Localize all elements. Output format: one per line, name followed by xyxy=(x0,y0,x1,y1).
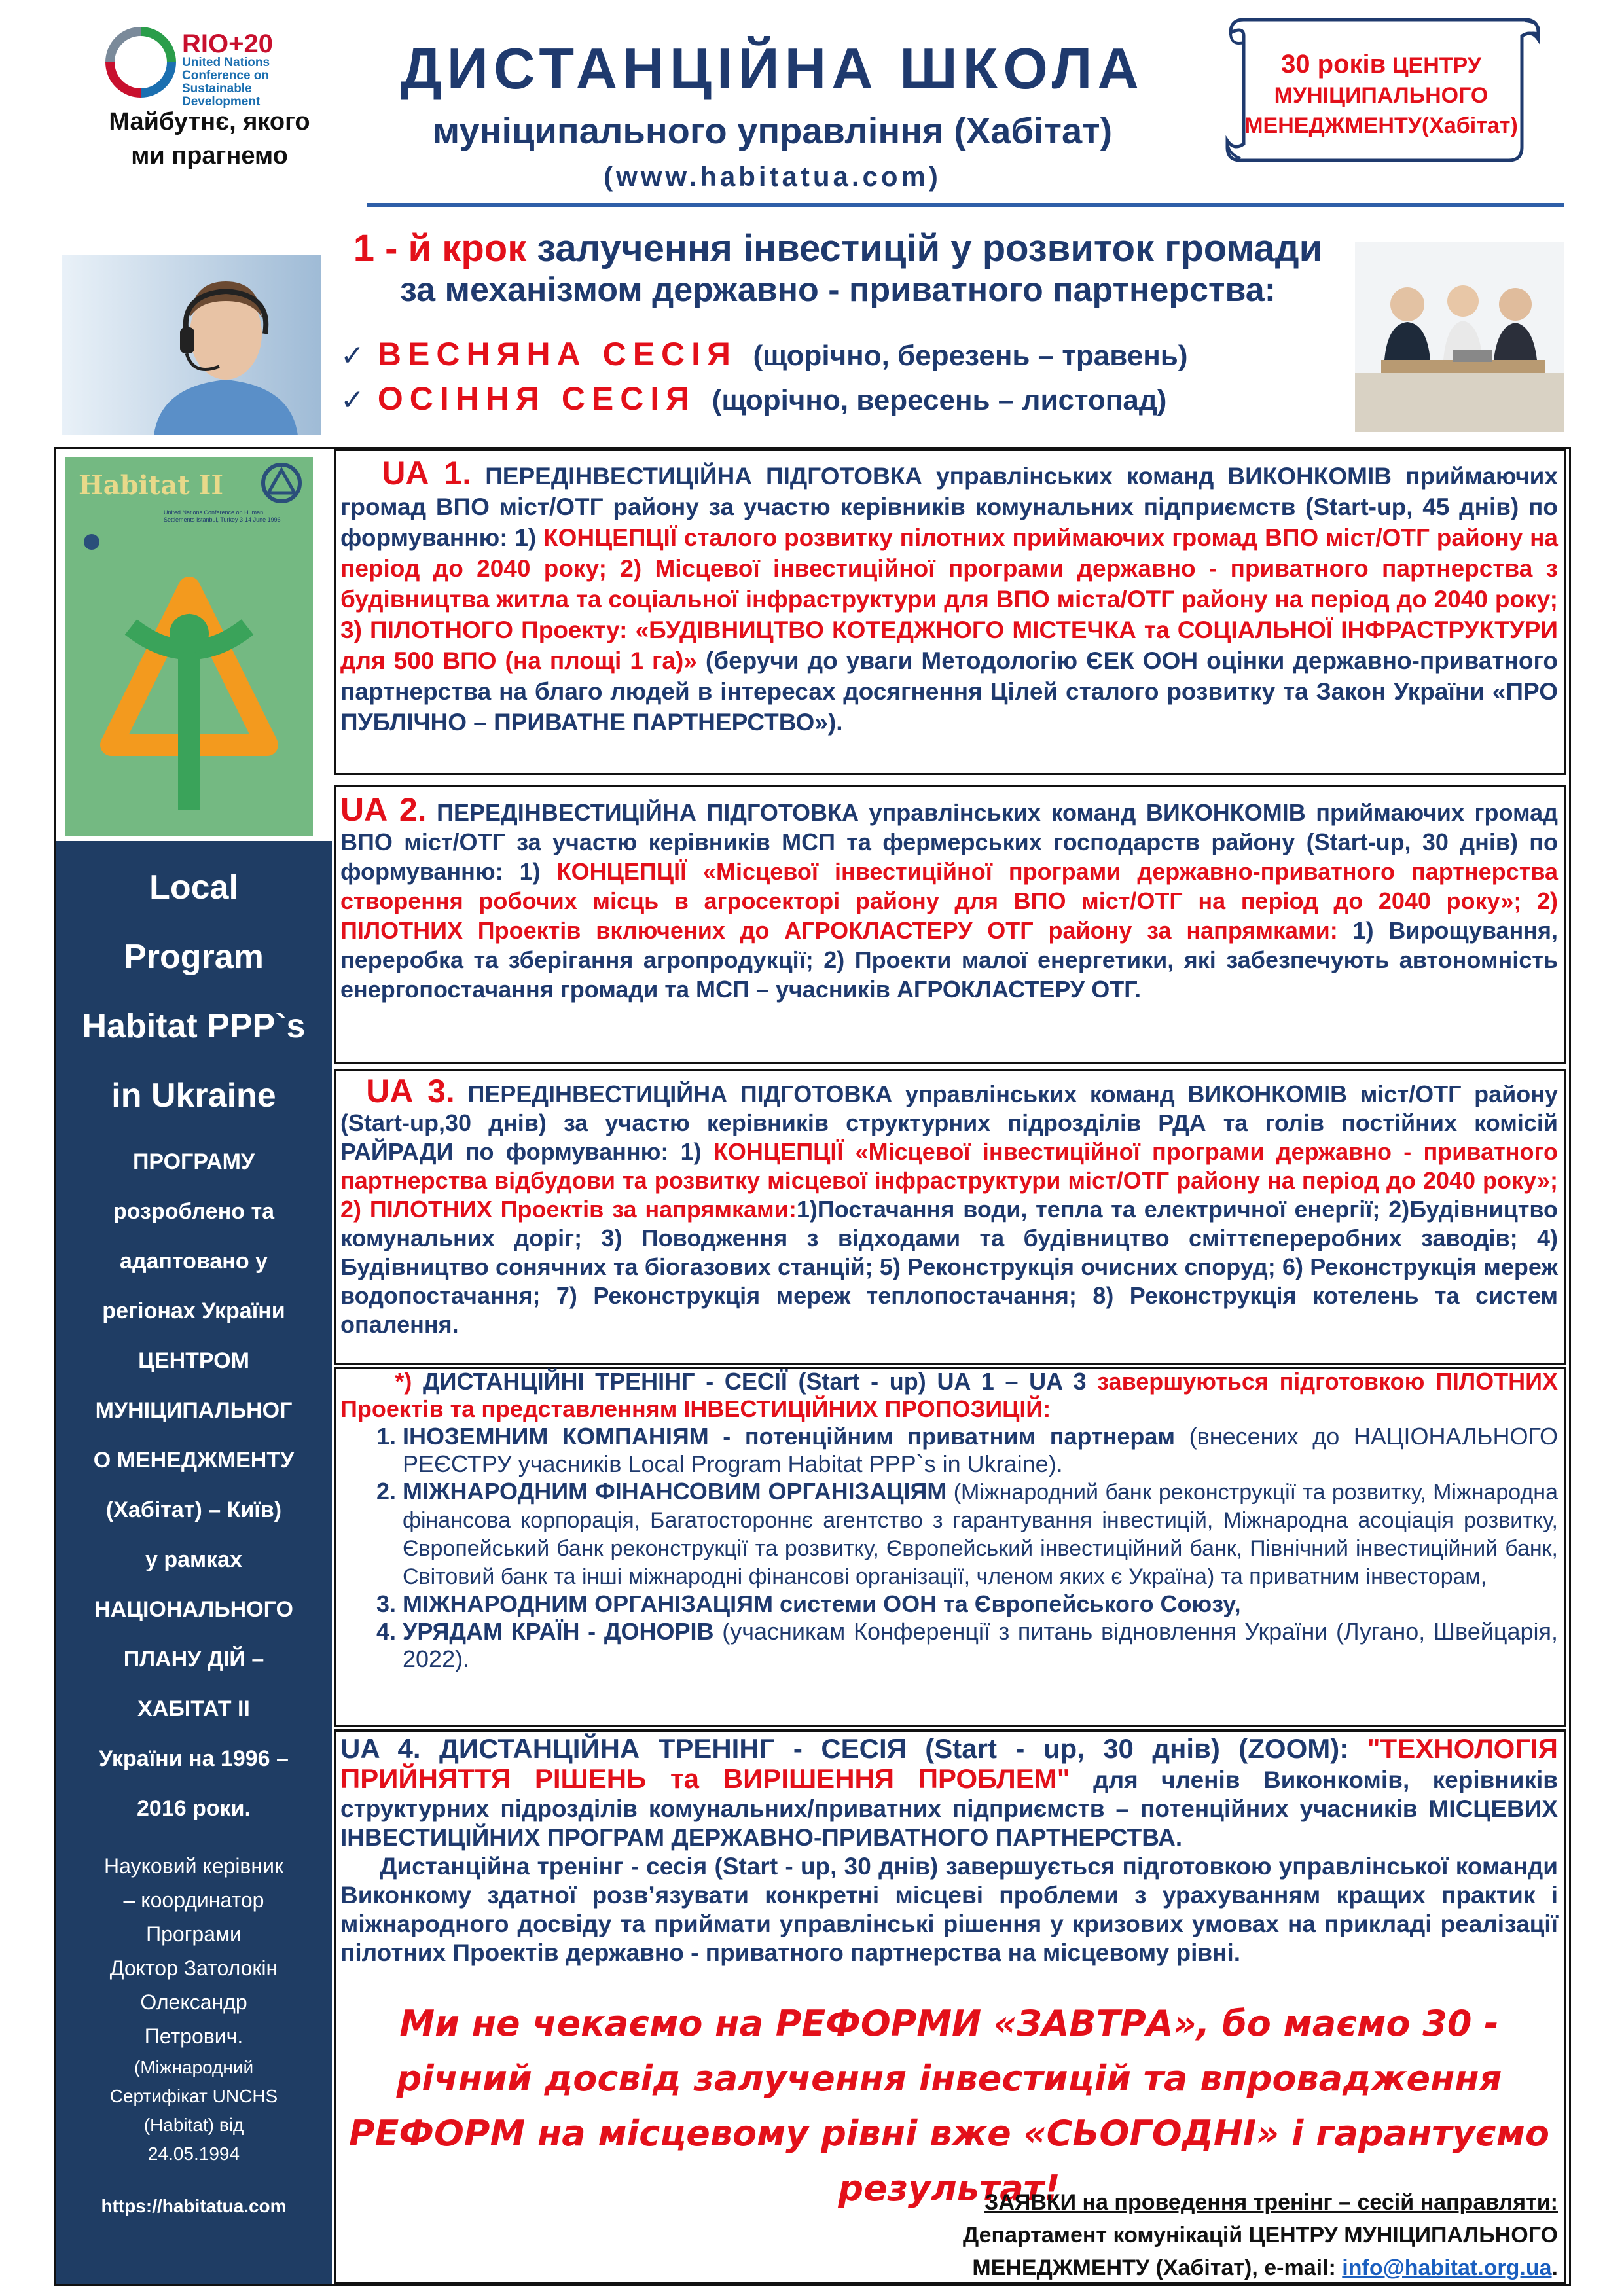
cover-caption: United Nations Conference on Human Settlements Istanbul, Turkey 3-14 June 1996 xyxy=(164,509,281,523)
application-heading: ЗАЯВКИ на проведення тренінг – сесій направляти: xyxy=(984,2190,1558,2215)
rio20-label: RIO+20 xyxy=(182,29,273,58)
recipient-name: МІЖНАРОДНИМ ФІНАНСОВИМ ОРГАНІЗАЦІЯМ xyxy=(403,1478,947,1505)
step-heading-rest: залучення інвестицій у розвиток громади xyxy=(526,227,1323,270)
rio20-wordmark xyxy=(182,31,339,109)
ua3-part-b: КОНЦЕПЦІЇ «Місцевої інвестиційної програми державно - приватного партнерства відбудови та розвитку місцевої інфраструктури міст/ОТГ району на період до 2040 року»; 2) ПІЛОТНИХ Проектів за напрямками: xyxy=(340,1138,1558,1223)
spring-session-name: ВЕСНЯНА СЕСІЯ xyxy=(377,336,737,372)
ua3-heading: UA 3. xyxy=(366,1073,455,1109)
list-item xyxy=(403,1618,1558,1673)
sidebar-line: О МЕНЕДЖМЕНТУ xyxy=(93,1448,295,1473)
recipient-name: МІЖНАРОДНИМ ОРГАНІЗАЦІЯМ системи ООН та Європейського Союзу, xyxy=(403,1590,1241,1617)
header-divider xyxy=(367,203,1564,207)
ua1-part-b: КОНЦЕПЦІЇ сталого розвитку пілотних приймаючих громад ВПО міст/ОТГ району на період до 2040 року; 2) Місцевої інвестиційної програми державно - приватного партнерства з будівництва житла та соціальної інфраструктури для ВПО міста/ОТГ району на період до 2040 року; 3) ПІЛОТНОГО Проекту: «БУДІВНИЦТВО КОТЕДЖНОГО МІСТЕЧКА та СОЦІАЛЬНОЇ ІНФРАСТРУКТУРИ для 500 ВПО (на площі 1 га)» xyxy=(340,524,1558,674)
recipient-detail: (учасникам Конференції з питань відновлення України (Лугано, Швейцарія, 2022). xyxy=(403,1618,1559,1672)
ua1-part-a: ПЕРЕДІНВЕСТИЦІЙНА ПІДГОТОВКА управлінських команд ВИКОНКОМІВ приймаючих громад ВПО міст/ОТГ району за участю керівників комунальних підприємств (Start-up, 45 днів) по формуванню: 1) xyxy=(340,463,1558,551)
banner-center: ЦЕНТРУ xyxy=(1386,53,1481,78)
sidebar-line: ПЛАНУ ДІЙ – xyxy=(123,1647,264,1672)
recipients-list xyxy=(340,1423,1558,1673)
sidebar-line: МУНІЦИПАЛЬНОГ xyxy=(95,1398,293,1423)
sidebar-url-link[interactable]: https://habitatua.com xyxy=(101,2196,287,2216)
sidebar-heading-line: Habitat PPP`s xyxy=(82,1007,306,1045)
sidebar-line: НАЦІОНАЛЬНОГО xyxy=(94,1597,293,1622)
recipient-detail: (Міжнародний банк реконструкції та розвитку, Міжнародна фінансова корпорація, Багатостороннє агентство з гарантування інвестицій, Міжнародна асоціація розвитку, Європейський банк реконструкції та розвитку, Європейський інвестиційний банк, Північний інвестиційний банк, Світовий банк та інші міжнародні фінансові організації, членом яких є Україна) та приватним інвесторам, xyxy=(403,1480,1558,1589)
sidebar-line: розроблено та xyxy=(113,1199,275,1224)
operator-photo xyxy=(62,255,321,435)
ua4-text xyxy=(340,1734,1558,1967)
ua1-part-c: (беручи до уваги Методологію ЄЕК ООН оцінки державно-приватного партнерства на благо людей в інтересах досягнення Цілей сталого розвитку та Закон України «ПРО ПУБЛІЧНО – ПРИВАТНЕ ПАРТНЕРСТВО»). xyxy=(340,647,1558,736)
ua2-heading: UA 2. xyxy=(340,791,427,828)
application-line xyxy=(655,2251,1558,2284)
banner-line: МЕНЕДЖМЕНТУ(Хабітат) xyxy=(1244,113,1518,138)
autumn-session-name: ОСІННЯ СЕСІЯ xyxy=(377,380,696,417)
sidebar-heading-line: in Ukraine xyxy=(111,1077,276,1115)
sidebar-author-line: (Міжнародний xyxy=(134,2057,254,2077)
checkmark-icon: ✓ xyxy=(340,340,365,372)
sidebar-line: ПРОГРАМУ xyxy=(132,1149,255,1174)
sidebar-line: ХАБІТАТ ІІ xyxy=(137,1696,250,1721)
sidebar-line: (Хабітат) – Київ) xyxy=(105,1498,282,1522)
logo-line: Development xyxy=(182,95,261,109)
ua2-part-a: ПЕРЕДІНВЕСТИЦІЙНА ПІДГОТОВКА управлінських команд ВИКОНКОМІВ приймаючих громад ВПО міст/ОТГ за участю керівників МСП та фермерських господарств району (Start-up, 30 днів) по формуванню: 1) xyxy=(340,799,1559,885)
rio20-logo xyxy=(105,26,334,109)
training-text xyxy=(340,1368,1558,1673)
list-item xyxy=(403,1423,1558,1478)
recipient-name: УРЯДАМ КРАЇН - ДОНОРІВ xyxy=(403,1618,714,1645)
sidebar-author-line: Програми xyxy=(146,1922,242,1946)
banner-line xyxy=(1244,49,1519,81)
ua4-paragraph: Дистанційна тренінг - сесія (Start - up, 30 днів) завершується підготовкою управлінської команди Виконкому здатної розв’язувати конкретні місцеві проблеми з урахуванням кращих практик і міжнародного досвіду та приймати управлінські рішення у кризових умовах на прикладі реалізації пілотних Проектів державно - приватного партнерства на місцевому рівні. xyxy=(340,1853,1558,1966)
sidebar-author-line: Петрович. xyxy=(144,2024,244,2048)
sidebar-line: адаптовано у xyxy=(120,1249,268,1274)
list-item xyxy=(403,1478,1558,1590)
ua4-heading: UA 4. ДИСТАНЦІЙНА ТРЕНІНГ - СЕСІЯ (Start - up, 30 днів) (ZOOM): xyxy=(340,1733,1367,1764)
sidebar-author-line: Сертифікат UNCHS xyxy=(109,2086,278,2106)
team-meeting-photo xyxy=(1355,242,1564,432)
application-line: Департамент комунікацій ЦЕНТРУ МУНІЦИПАЛЬНОГО xyxy=(962,2223,1558,2248)
application-contact xyxy=(655,2186,1558,2284)
page-subtitle: муніципального управління (Хабітат) xyxy=(432,110,1113,151)
ua1-heading: UA 1. xyxy=(382,455,472,492)
slogan-line: Майбутнє, якого xyxy=(109,108,310,135)
sidebar-line: України на 1996 – xyxy=(99,1746,289,1771)
autumn-session xyxy=(340,377,1362,422)
ua3-text xyxy=(340,1073,1558,1339)
sidebar-author-line: 24.05.1994 xyxy=(147,2144,240,2164)
sidebar-line: у рамках xyxy=(145,1547,243,1572)
application-email-label: МЕНЕДЖМЕНТУ (Хабітат), e-mail: xyxy=(972,2255,1343,2280)
training-intro-a: ДИСТАНЦІЙНІ ТРЕНІНГ - СЕСІЇ (Start - up) UA 1 – UA 3 xyxy=(422,1368,1087,1395)
ua3-part-c: 1)Постачання води, тепла та електричної енергії; 2)Будівництво комунальних доріг; 3) Поводження з відходами та будівництво сміттєпереробних заводів; 4) Будівництво сонячних та біогазових станцій; 5) Реконструкція очисних споруд; 6) Реконструкція мереж водопостачання; 7) Реконструкція мереж теплопостачання; 8) Реконструкція котелень та систем опалення. xyxy=(340,1196,1558,1338)
spring-session xyxy=(340,332,1362,378)
habitat-ii-cover xyxy=(65,457,313,836)
rio20-emblem-icon xyxy=(105,26,177,98)
checkmark-icon: ✓ xyxy=(340,384,365,416)
email-link[interactable]: info@habitat.org.ua xyxy=(1342,2255,1552,2280)
sidebar-panel xyxy=(56,841,332,2284)
spring-session-period: (щорічно, березень – травень) xyxy=(753,340,1188,372)
cover-title: Habitat II xyxy=(79,470,224,501)
sidebar-author-line: Доктор Затолокін xyxy=(109,1956,278,1980)
sidebar-heading-line: Local xyxy=(149,869,238,906)
sidebar-line: регіонах України xyxy=(102,1299,285,1323)
banner-years: 30 років xyxy=(1281,50,1386,79)
ua2-text xyxy=(340,791,1559,1004)
ua2-part-b: КОНЦЕПЦІЇ «Місцевої інвестиційної програми державно-приватного партнерства створення робочих місць в агросекторі району для ВПО міст/ОТГ на період до 2040 року»; 2) ПІЛОТНИХ Проектів включених до АГРОКЛАСТЕРУ ОТГ району за напрямками: xyxy=(340,858,1559,944)
ua3-part-a: ПЕРЕДІНВЕСТИЦІЙНА ПІДГОТОВКА управлінських команд ВИКОНКОМІВ міст/ОТГ району (Start-up,30 днів) за участю керівників структурних підрозділів РДА та голів постійних комісій РАЙРАДИ по формуванню: 1) xyxy=(340,1081,1558,1165)
step-subheading: за механізмом державно - приватного партнерства: xyxy=(399,271,1276,309)
reform-slogan: Ми не чекаємо на РЕФОРМИ «ЗАВТРА», бо маємо 30 - річний досвід залучення інвестицій та впровадження РЕФОРМ на місцевому рівні вже «СЬОГОДНІ» і гарантуємо результат! xyxy=(348,2003,1550,2209)
training-asterisk: *) xyxy=(395,1368,423,1395)
ua4-heading-block xyxy=(340,1734,1558,1852)
logo-line: United Nations xyxy=(182,56,270,69)
anniversary-banner-text xyxy=(1244,49,1519,141)
logo-slogan xyxy=(85,105,334,173)
website-link[interactable]: (www.habitatua.com) xyxy=(604,161,941,192)
recipient-name: ІНОЗЕМНИМ КОМПАНІЯМ - потенційним приватним партнерам xyxy=(403,1423,1176,1450)
ua4-topic: "ТЕХНОЛОГІЯ ПРИЙНЯТТЯ РІШЕНЬ та ВИРІШЕННЯ ПРОБЛЕМ" xyxy=(340,1733,1558,1794)
training-intro xyxy=(340,1368,1558,1423)
sidebar-author-line: Олександр xyxy=(140,1990,247,2014)
page-title: ДИСТАНЦІЙНА ШКОЛА xyxy=(401,36,1144,101)
training-intro-b: завершуються підготовкою ПІЛОТНИХ Проектів та представленням ІНВЕСТИЦІЙНИХ ПРОПОЗИЦІЙ: xyxy=(340,1368,1559,1422)
list-item xyxy=(403,1590,1558,1618)
sidebar-line: ЦЕНТРОМ xyxy=(138,1348,249,1373)
step-prefix: 1 - й крок xyxy=(353,227,527,270)
sidebar-author-line: – координатор xyxy=(123,1888,264,1912)
logo-line: Conference on xyxy=(182,69,270,82)
step-heading xyxy=(327,226,1348,272)
ua2-part-c: 1) Вирощування, переробка та зберігання агропродукції; 2) Проекти малої енергетики, які забезпечують автономність енергопостачання громади та МСП – учасників АГРОКЛАСТЕРУ ОТГ. xyxy=(340,917,1558,1003)
sidebar-heading-line: Program xyxy=(124,938,264,976)
sidebar-author-line: Науковий керівник xyxy=(104,1854,283,1878)
sidebar-author-line: (Habitat) від xyxy=(143,2115,244,2135)
application-end: . xyxy=(1551,2255,1558,2280)
slogan-line: ми прагнемо xyxy=(131,142,288,170)
ua4-audience: для членів Виконкомів, керівників структурних підрозділів комунальних/приватних підприємств – потенційних учасників МІСЦЕВИХ ІНВЕСТИЦІЙНИХ ПРОГРАМ ДЕРЖАВНО-ПРИВАТНОГО ПАРТНЕРСТВА. xyxy=(340,1767,1558,1851)
banner-line: МУНІЦИПАЛЬНОГО xyxy=(1274,83,1489,108)
ua1-text xyxy=(340,455,1558,738)
logo-line: Sustainable xyxy=(182,82,252,96)
sidebar-line: 2016 роки. xyxy=(137,1796,251,1821)
autumn-session-period: (щорічно, вересень – листопад) xyxy=(712,384,1167,416)
recipient-detail: (внесених до НАЦІОНАЛЬНОГО РЕЄСТРУ учасників Local Program Habitat PPP`s in Ukraine). xyxy=(403,1423,1559,1477)
